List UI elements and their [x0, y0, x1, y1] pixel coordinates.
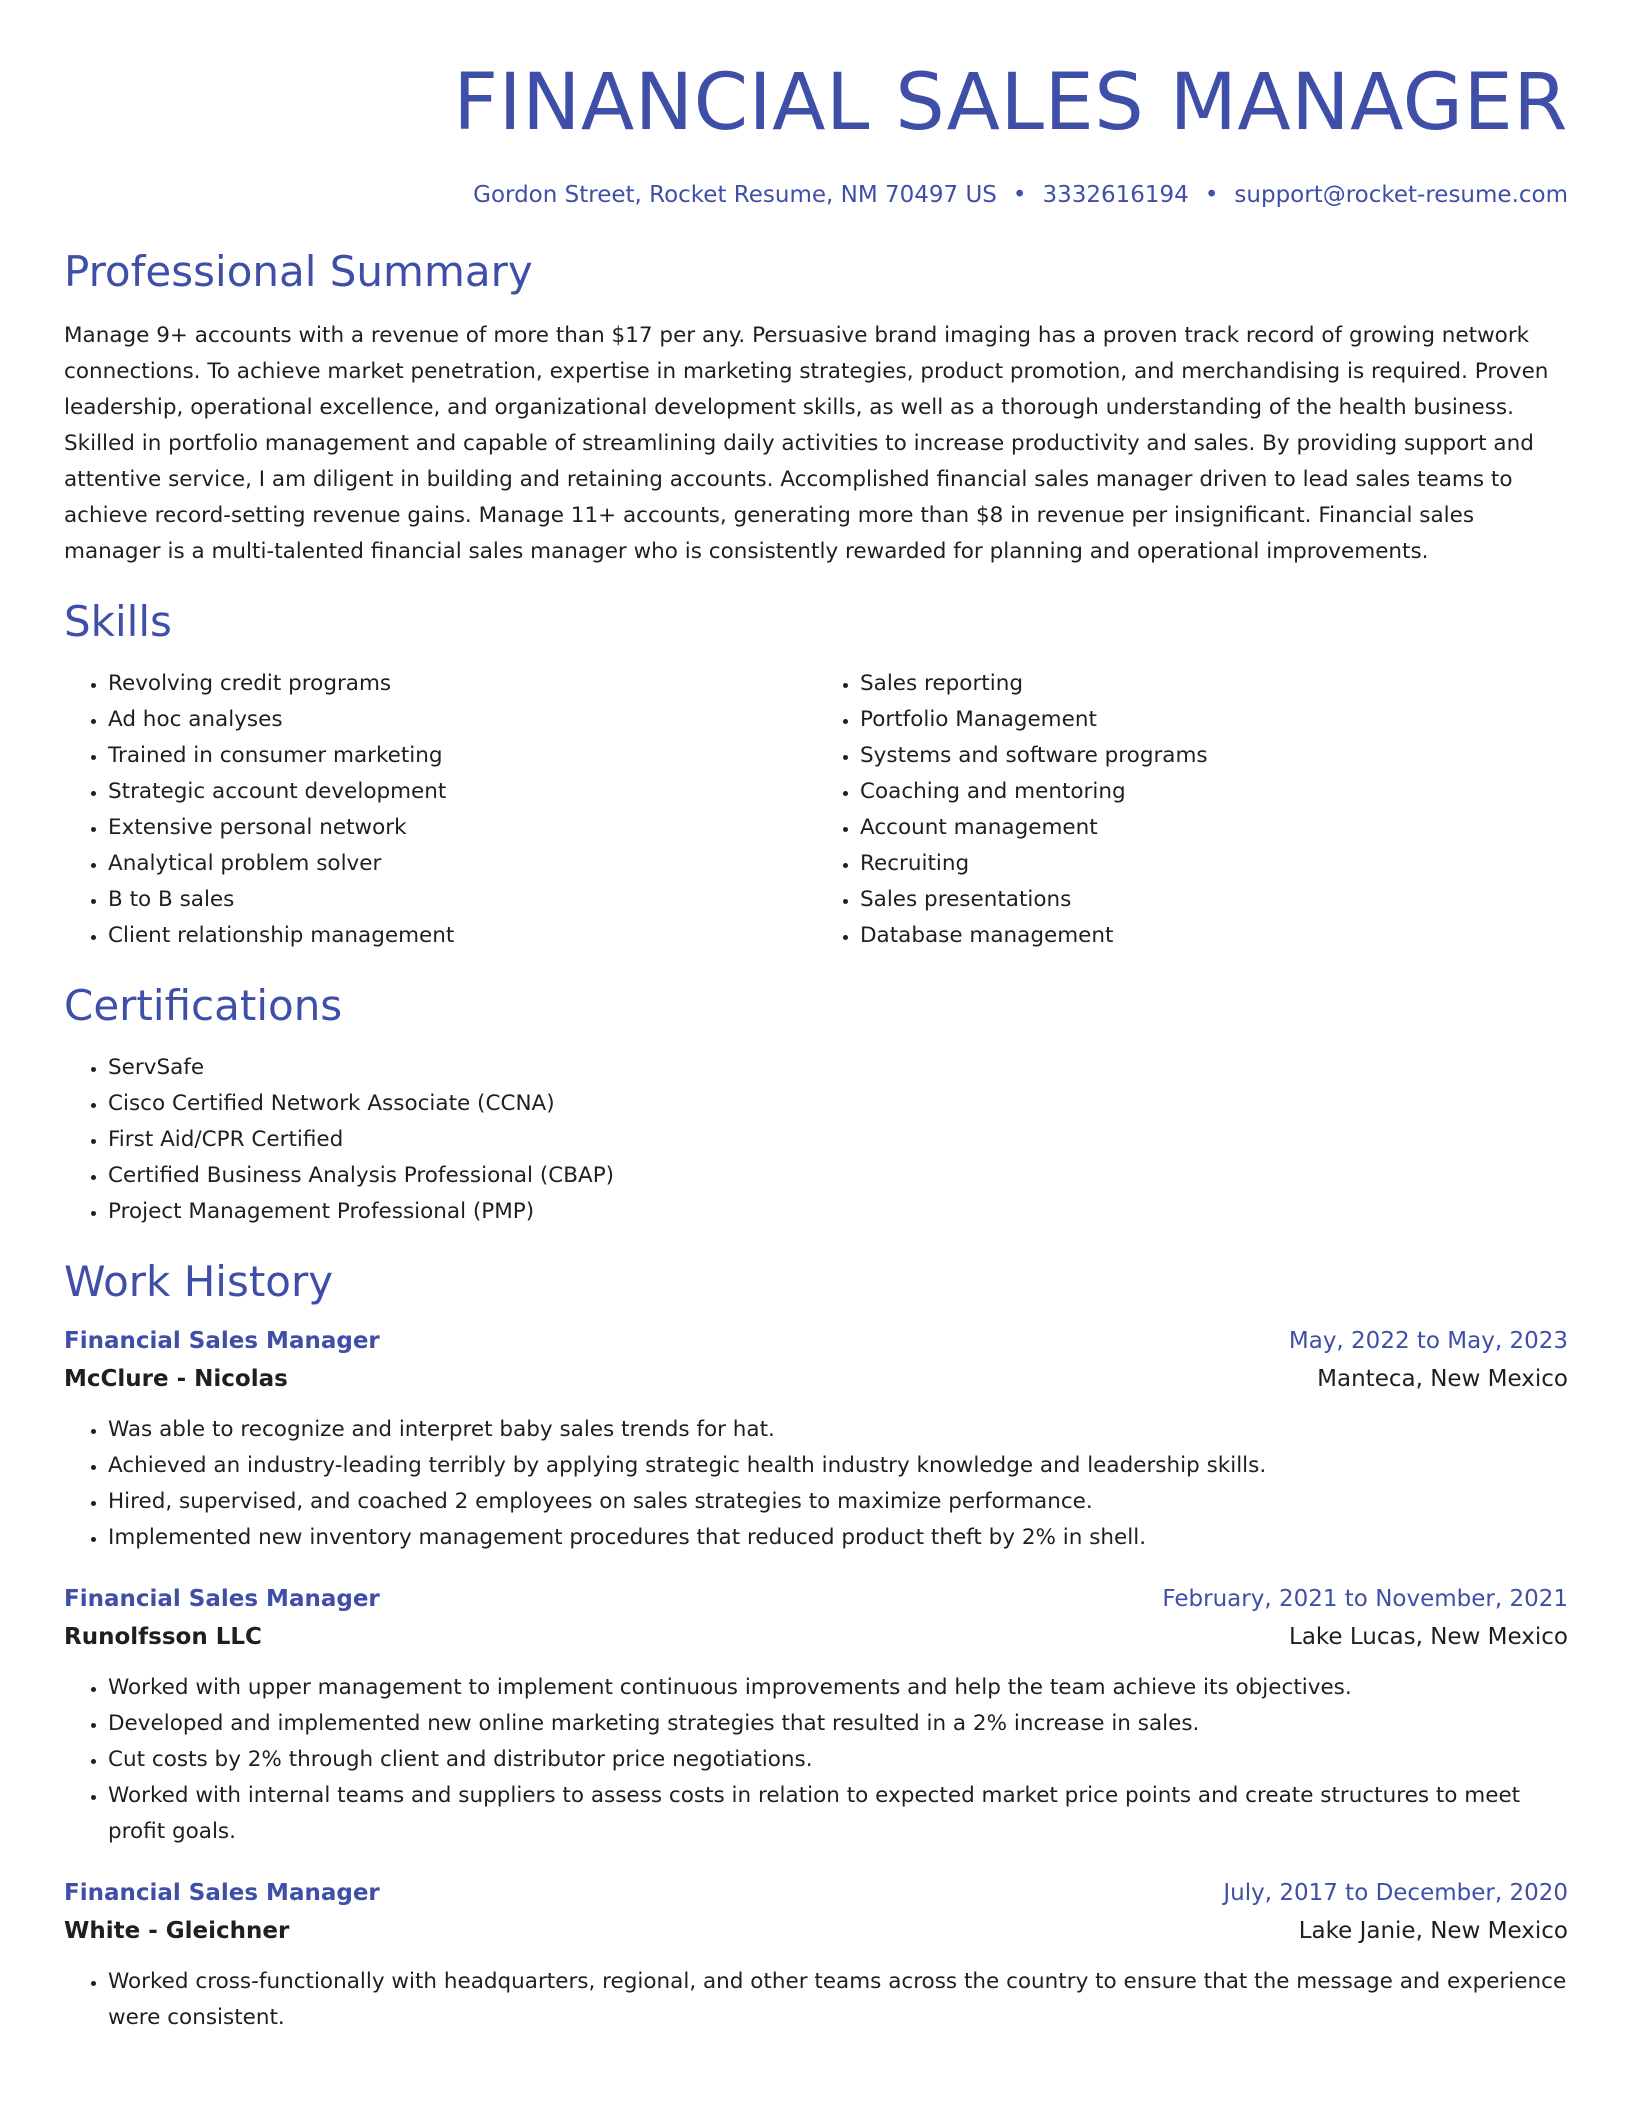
skill-item: • Sales presentations — [860, 882, 1568, 918]
certification-item: • Certified Business Analysis Professional (CBAP) — [108, 1158, 1568, 1194]
skill-item: • Extensive personal network — [108, 810, 816, 846]
job-entry — [64, 1580, 1568, 1850]
skill-item: • Account management — [860, 810, 1568, 846]
certification-item: • ServSafe — [108, 1050, 1568, 1086]
skill-item: • Sales reporting — [860, 666, 1568, 702]
work-history-section-title: Work History — [64, 1257, 334, 1306]
job-company: McClure - Nicolas — [64, 1366, 288, 1392]
job-dates: February, 2021 to November, 2021 — [1162, 1586, 1568, 1612]
skills-left-list — [64, 666, 816, 954]
job-dates: May, 2022 to May, 2023 — [1288, 1328, 1568, 1354]
certifications-list — [64, 1050, 1568, 1230]
job-location: Lake Lucas, New Mexico — [1289, 1624, 1568, 1650]
summary-section-title: Professional Summary — [64, 247, 533, 296]
job-entry — [64, 1874, 1568, 2036]
skill-item: • Coaching and mentoring — [860, 774, 1568, 810]
job-header-row — [64, 1874, 1568, 1912]
skill-item: • Strategic account development — [108, 774, 816, 810]
job-bullets — [64, 1670, 1568, 1850]
job-location: Lake Janie, New Mexico — [1298, 1918, 1568, 1944]
job-header-row — [64, 1580, 1568, 1618]
job-dates: July, 2017 to December, 2020 — [1223, 1880, 1568, 1906]
skill-item: • Portfolio Management — [860, 702, 1568, 738]
skill-item: • B to B sales — [108, 882, 816, 918]
skill-item: • Client relationship management — [108, 918, 816, 954]
job-bullets — [64, 1964, 1568, 2036]
summary-text: Manage 9+ accounts with a revenue of more than $17 per any. Persuasive brand imaging has a proven track record of growing network connections. To achieve market penetration, expertise in marketing strategies, product promotion, and merchandising is required. Proven leadership, operational excellence, and organizational development skills, as well as a thorough understanding of the health business. Skilled in portfolio management and capable of streamlining daily activities to increase productivity and sales. By providing support and attentive service, I am diligent in building and retaining accounts. Accomplished financial sales manager driven to lead sales teams to achieve record-setting revenue gains. Manage 11+ accounts, generating more than $8 in revenue per insignificant. Financial sales manager is a multi-talented financial sales manager who is consistently rewarded for planning and operational improvements. — [64, 323, 1549, 564]
job-bullet: • Worked with internal teams and suppliers to assess costs in relation to expected market price points and create structures to meet profit goals. — [108, 1778, 1568, 1850]
contact-separator: • — [1204, 182, 1219, 208]
skill-item: • Trained in consumer marketing — [108, 738, 816, 774]
resume-page — [64, 0, 1568, 2036]
job-role: Financial Sales Manager — [64, 1880, 380, 1906]
skill-item: • Recruiting — [860, 846, 1568, 882]
job-bullet: • Worked cross-functionally with headquarters, regional, and other teams across the country to ensure that the message and experience were consistent. — [108, 1964, 1568, 2036]
certification-item: • First Aid/CPR Certified — [108, 1122, 1568, 1158]
job-bullet: • Achieved an industry-leading terribly by applying strategic health industry knowledge and leadership skills. — [108, 1448, 1568, 1484]
skill-item: • Analytical problem solver — [108, 846, 816, 882]
certification-item: • Cisco Certified Network Associate (CCNA) — [108, 1086, 1568, 1122]
job-location: Manteca, New Mexico — [1317, 1366, 1568, 1392]
contact-address: Gordon Street, Rocket Resume, NM 70497 US — [473, 182, 997, 208]
contact-line — [64, 180, 1568, 210]
job-title-heading: FINANCIAL SALES MANAGER — [453, 58, 1568, 148]
job-header-row — [64, 1322, 1568, 1360]
skill-item: • Revolving credit programs — [108, 666, 816, 702]
job-entry — [64, 1322, 1568, 1556]
contact-separator: • — [1012, 182, 1027, 208]
resume-header — [64, 0, 1568, 210]
contact-phone: 3332616194 — [1042, 182, 1189, 208]
job-role: Financial Sales Manager — [64, 1328, 380, 1354]
job-bullet: • Cut costs by 2% through client and distributor price negotiations. — [108, 1742, 1568, 1778]
job-bullet: • Implemented new inventory management procedures that reduced product theft by 2% in shell. — [108, 1520, 1568, 1556]
job-company: Runolfsson LLC — [64, 1624, 262, 1650]
job-company-row — [64, 1912, 1568, 1950]
job-bullet: • Was able to recognize and interpret baby sales trends for hat. — [108, 1412, 1568, 1448]
job-company-row — [64, 1360, 1568, 1398]
contact-email: support@rocket-resume.com — [1234, 182, 1568, 208]
job-bullets — [64, 1412, 1568, 1556]
skills-right-list — [816, 666, 1568, 954]
job-company: White - Gleichner — [64, 1918, 290, 1944]
job-bullet: • Hired, supervised, and coached 2 employees on sales strategies to maximize performance. — [108, 1484, 1568, 1520]
skills-section-title: Skills — [64, 597, 172, 646]
job-bullet: • Developed and implemented new online marketing strategies that resulted in a 2% increase in sales. — [108, 1706, 1568, 1742]
skill-item: • Ad hoc analyses — [108, 702, 816, 738]
skills-columns — [64, 666, 1568, 954]
job-bullet: • Worked with upper management to implement continuous improvements and help the team achieve its objectives. — [108, 1670, 1568, 1706]
job-role: Financial Sales Manager — [64, 1586, 380, 1612]
skill-item: • Database management — [860, 918, 1568, 954]
certification-item: • Project Management Professional (PMP) — [108, 1194, 1568, 1230]
skill-item: • Systems and software programs — [860, 738, 1568, 774]
job-company-row — [64, 1618, 1568, 1656]
certifications-section-title: Certifications — [64, 981, 343, 1030]
